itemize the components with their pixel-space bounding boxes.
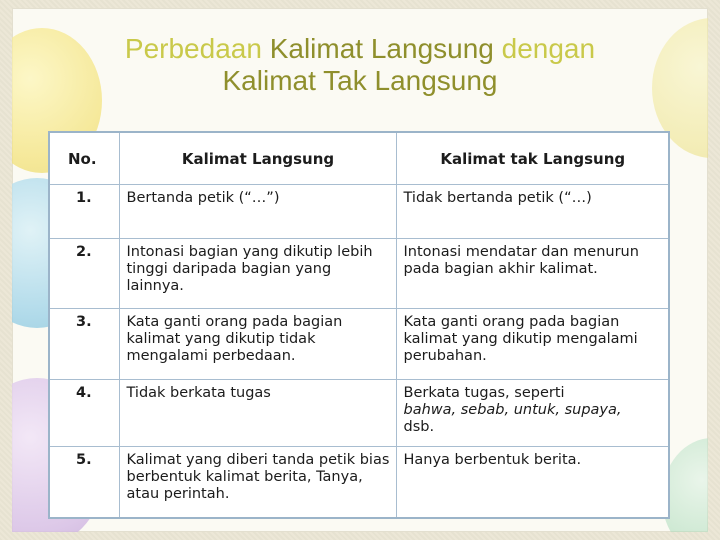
header-indirect: Kalimat tak Langsung bbox=[396, 132, 669, 184]
indirect-cell: Kata ganti orang pada bagian kalimat yang dikutip mengalami perubahan. bbox=[396, 309, 669, 379]
header-no: No. bbox=[49, 132, 119, 184]
title-part-3: dengan bbox=[493, 33, 596, 64]
direct-cell: Intonasi bagian yang dikutip lebih tinggi daripada bagian yang lainnya. bbox=[119, 239, 396, 309]
title-line-1 bbox=[12, 33, 708, 65]
header-direct: Kalimat Langsung bbox=[119, 132, 396, 184]
row-number: 4. bbox=[49, 379, 119, 446]
direct-cell: Bertanda petik (“…”) bbox=[119, 184, 396, 238]
table-row bbox=[49, 184, 669, 238]
table-header-row bbox=[49, 132, 669, 184]
slide-title bbox=[12, 33, 708, 97]
table-row bbox=[49, 447, 669, 518]
row-number: 1. bbox=[49, 184, 119, 238]
indirect-tail: dsb. bbox=[403, 418, 435, 435]
row-number: 3. bbox=[49, 309, 119, 379]
indirect-cell: Hanya berbentuk berita. bbox=[396, 447, 669, 518]
indirect-cell: Intonasi mendatar dan menurun pada bagian akhir kalimat. bbox=[396, 239, 669, 309]
row-number: 2. bbox=[49, 239, 119, 309]
indirect-examples: bahwa, sebab, untuk, supaya, bbox=[403, 401, 622, 418]
row-number: 5. bbox=[49, 447, 119, 518]
comparison-table bbox=[48, 131, 670, 519]
direct-cell: Kata ganti orang pada bagian kalimat yang dikutip tidak mengalami perbedaan. bbox=[119, 309, 396, 379]
indirect-cell bbox=[396, 379, 669, 446]
direct-cell: Kalimat yang diberi tanda petik bias berbentuk kalimat berita, Tanya, atau perintah. bbox=[119, 447, 396, 518]
title-part-1: Perbedaan bbox=[124, 33, 270, 64]
indirect-lead: Berkata tugas, seperti bbox=[403, 384, 565, 401]
title-line-2: Kalimat Tak Langsung bbox=[222, 65, 498, 96]
indirect-cell: Tidak bertanda petik (“…) bbox=[396, 184, 669, 238]
title-part-2: Kalimat Langsung bbox=[269, 33, 494, 64]
table-row bbox=[49, 239, 669, 309]
table-row bbox=[49, 309, 669, 379]
table-row bbox=[49, 379, 669, 446]
direct-cell: Tidak berkata tugas bbox=[119, 379, 396, 446]
